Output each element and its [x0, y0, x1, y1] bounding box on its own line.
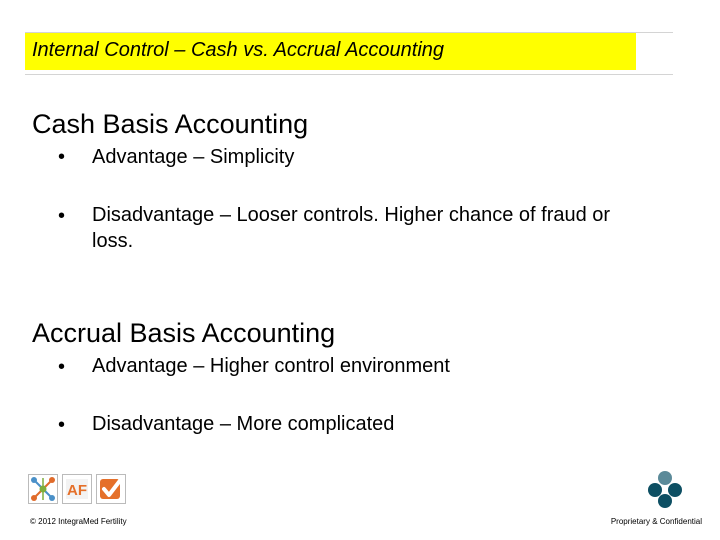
- dots-cluster-logo-icon: [646, 470, 684, 508]
- section-heading-accrual: Accrual Basis Accounting: [32, 318, 336, 348]
- af-logo-icon: [62, 474, 92, 504]
- af-logo-text: AF: [67, 482, 87, 499]
- bullet-marker: •: [58, 146, 66, 168]
- bullet-marker: •: [58, 414, 66, 436]
- copyright-text: © 2012 IntegraMed Fertility: [30, 517, 127, 526]
- bullet-text: Advantage – Higher control environment: [92, 355, 450, 377]
- slide-title: Internal Control – Cash vs. Accrual Accounting: [32, 39, 445, 61]
- bullet-text: Disadvantage – More complicated: [92, 413, 395, 435]
- checkmark-logo-icon: [96, 474, 126, 504]
- bullet-text: Advantage – Simplicity: [92, 146, 295, 168]
- section-heading-cash: Cash Basis Accounting: [32, 109, 309, 139]
- confidential-text: Proprietary & Confidential: [610, 517, 702, 526]
- footer-logos: [28, 474, 126, 504]
- bullet-marker: •: [58, 205, 66, 227]
- bullet-text: Disadvantage – Looser controls. Higher chance of fraud or loss.: [92, 204, 611, 252]
- title-rule-bottom: [25, 74, 673, 75]
- bullet-marker: •: [58, 356, 66, 378]
- network-logo-icon: [28, 474, 58, 504]
